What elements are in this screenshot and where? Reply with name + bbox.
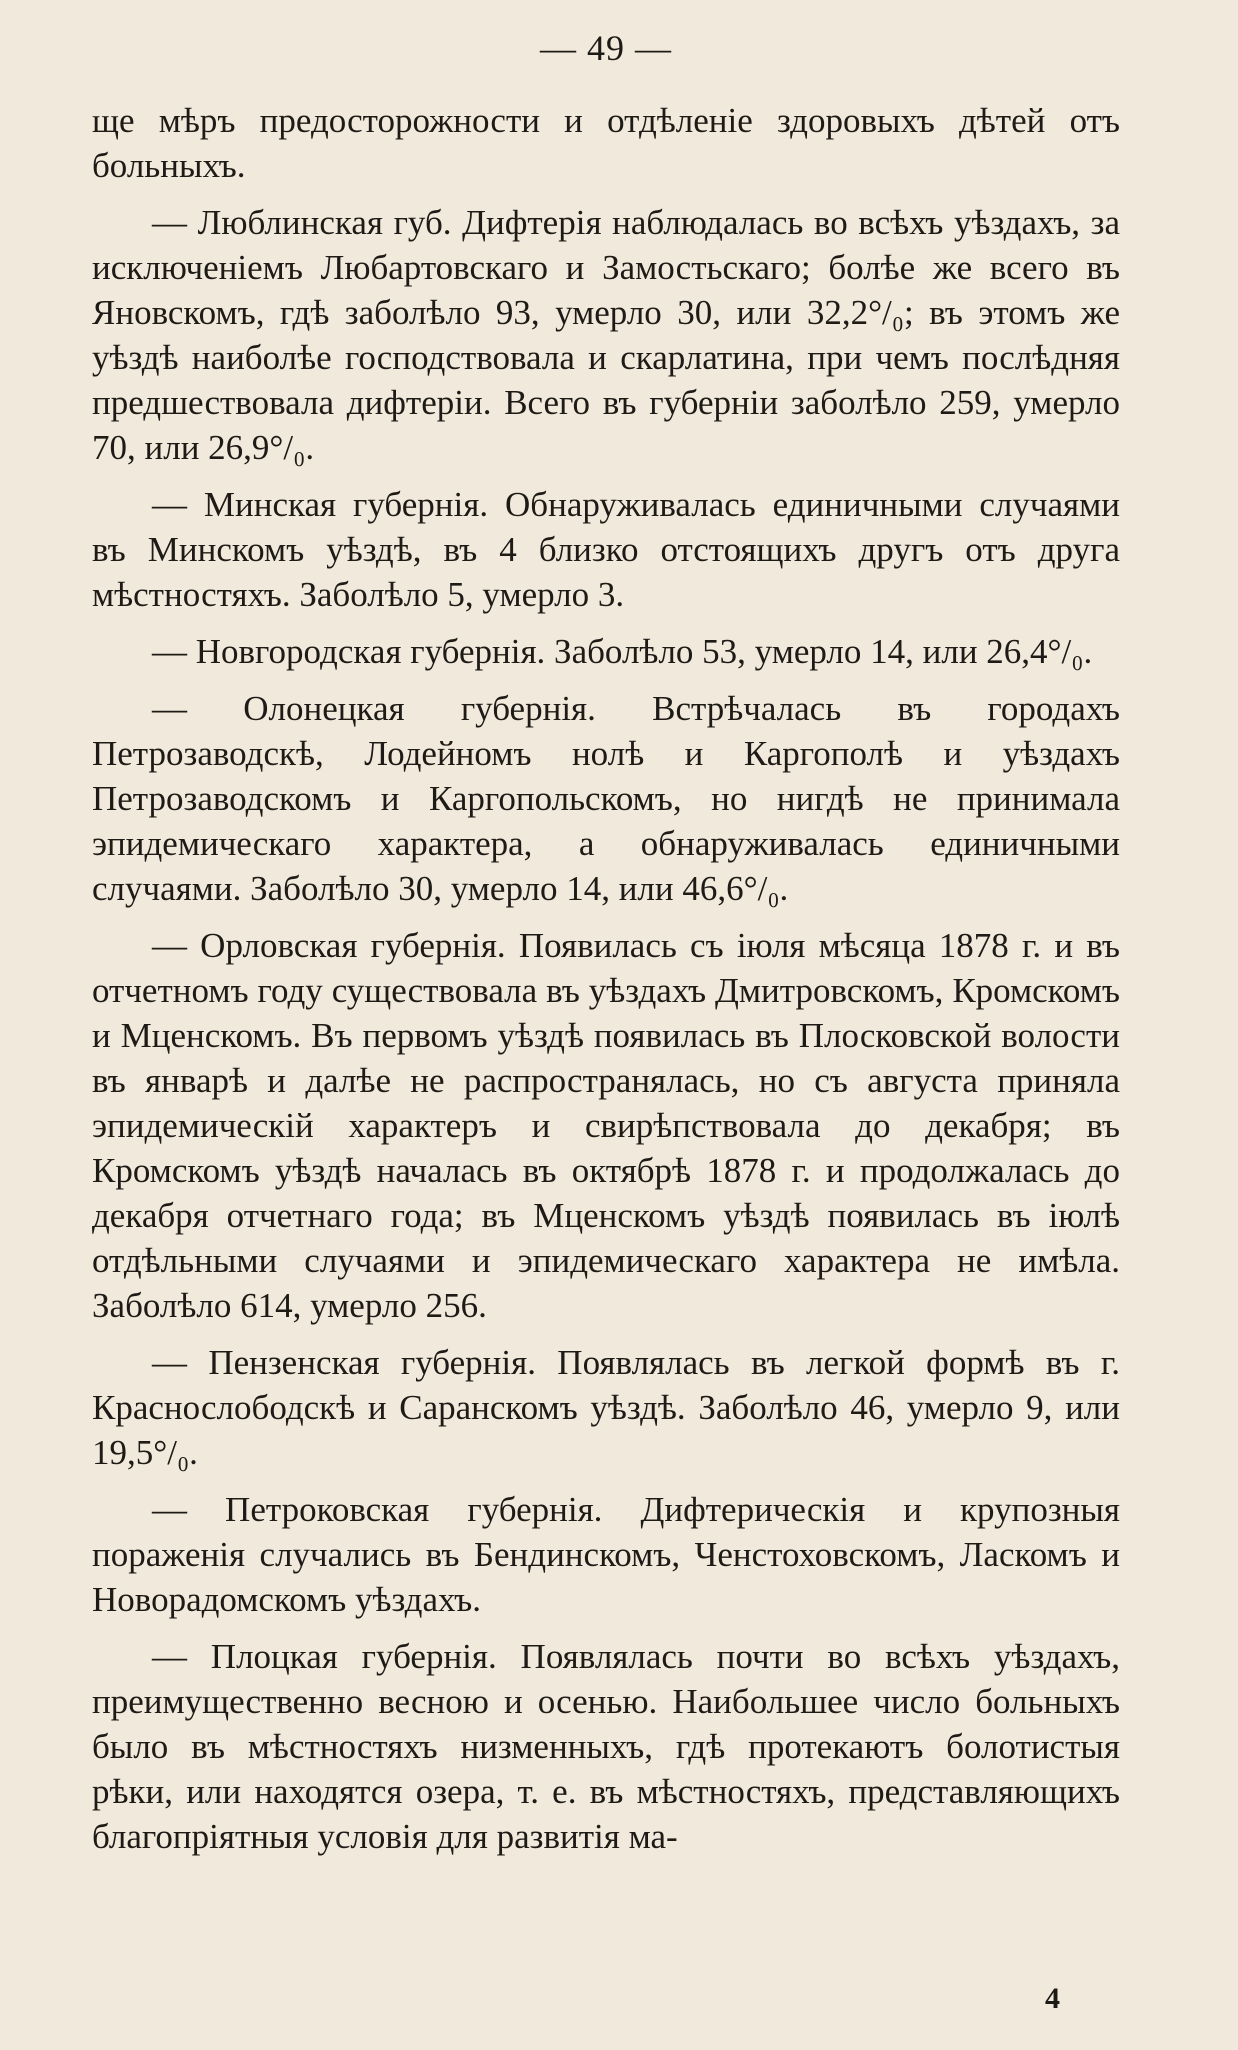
paragraph-lublin: — Люблинская губ. Дифтерія наблюдалась во всѣхъ уѣздахъ, за исключеніемъ Любартовскаго и Замостьскаго; болѣе же всего въ Яновскомъ, гдѣ заболѣло 93, умерло 30, или 32,2°/₀; въ этомъ же уѣздѣ наиболѣе господствовала и скарлатина, при чемъ послѣдняя предшествовала дифтеріи. Всего въ губерніи заболѣло 259, умерло 70, или 26,9°/₀. [92, 203, 1120, 467]
paragraph-continuation: ще мѣръ предосторожности и отдѣленіе здоровыхъ дѣтей отъ больныхъ. [92, 101, 1120, 185]
paragraph-orel: — Орловская губернія. Появилась съ іюля мѣсяца 1878 г. и въ отчетномъ году существовала въ уѣздахъ Дмитровскомъ, Кромскомъ и Мценскомъ. Въ первомъ уѣздѣ появилась въ Плосковской волости въ январѣ и далѣе не распространялась, но съ августа приняла эпидемическій характеръ и свирѣпствовала до декабря; въ Кромскомъ уѣздѣ началась въ октябрѣ 1878 г. и продолжалась до декабря отчетнаго года; въ Мценскомъ уѣздѣ появилась въ іюлѣ отдѣльными случаями и эпидемическаго характера не имѣла. Заболѣло 614, умерло 256. [92, 926, 1120, 1325]
paragraph-penza: — Пензенская губернія. Появлялась въ легкой формѣ въ г. Краснослободскѣ и Саранскомъ уѣздѣ. Заболѣло 46, умерло 9, или 19,5°/₀. [92, 1343, 1120, 1472]
paragraph-novgorod: — Новгородская губернія. Заболѣло 53, умерло 14, или 26,4°/₀. [152, 632, 1093, 671]
document-page [92, 22, 1120, 2027]
paragraph-olonets: — Олонецкая губернія. Встрѣчалась въ городахъ Петрозаводскѣ, Лодейномъ нолѣ и Каргополѣ и уѣздахъ Петрозаводскомъ и Каргопольскомъ, но нигдѣ не принимала эпидемическаго характера, а обнаруживалась единичными случаями. Заболѣло 30, умерло 14, или 46,6°/₀. [92, 689, 1120, 908]
signature-mark: 4 [1045, 1982, 1060, 2015]
paragraph-petrokov: — Петроковская губернія. Дифтерическія и крупозныя пораженія случались въ Бендинскомъ, Ченстоховскомъ, Ласкомъ и Новорадомскомъ уѣздахъ. [92, 1490, 1120, 1619]
paragraph-minsk: — Минская губернія. Обнаруживалась единичными случаями въ Минскомъ уѣздѣ, въ 4 близко отстоящихъ другъ отъ друга мѣстностяхъ. Заболѣло 5, умерло 3. [92, 485, 1120, 614]
page-number: — 49 — [540, 28, 672, 68]
paragraph-plotsk: — Плоцкая губернія. Появлялась почти во всѣхъ уѣздахъ, преимущественно весною и осенью. Наибольшее число больныхъ было въ мѣстностяхъ низменныхъ, гдѣ протекаютъ болотистыя рѣки, или находятся озера, т. е. въ мѣстностяхъ, представляющихъ благопріятныя условія для развитія ма- [92, 1637, 1120, 1856]
